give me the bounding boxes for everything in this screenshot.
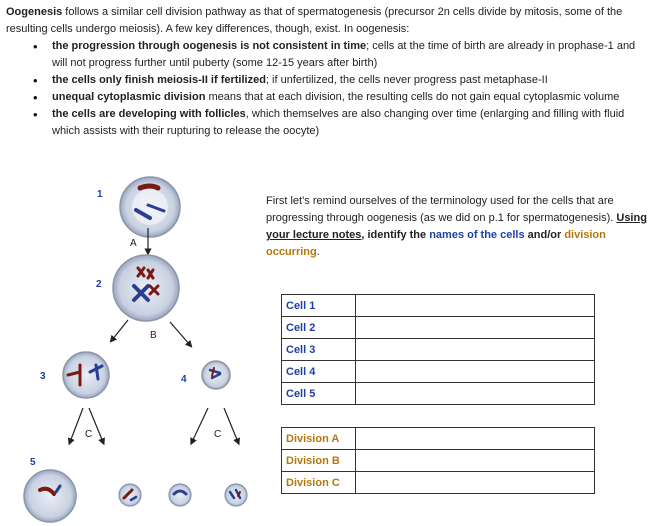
division-label-c-left: C <box>85 429 93 440</box>
bullet-bold: unequal cytoplasmic division <box>52 91 206 103</box>
names-of-cells-highlight: names of the cells <box>429 229 525 241</box>
division-answer-field[interactable] <box>356 428 595 450</box>
remind-text-2: , identify the <box>361 229 430 241</box>
cell-answer-field[interactable] <box>356 317 595 339</box>
cell-number-1: 1 <box>97 189 103 200</box>
remind-text-4: . <box>316 246 320 258</box>
list-item <box>0 72 644 89</box>
arrow-b-right <box>170 322 190 345</box>
division-label: Division A <box>282 428 356 450</box>
table-row <box>282 383 595 405</box>
cell-label: Cell 4 <box>282 361 356 383</box>
list-item <box>0 106 644 140</box>
bullet-text: ; if unfertilized, the cells never progress past metaphase-II <box>265 74 548 86</box>
cell-number-2: 2 <box>96 279 102 290</box>
cell-number-3: 3 <box>40 371 46 382</box>
bullet-bold: the cells are developing with follicles <box>52 108 246 120</box>
table-row <box>282 472 595 494</box>
cell-4 <box>202 361 230 389</box>
cell-answer-field[interactable] <box>356 295 595 317</box>
table-row <box>282 428 595 450</box>
division-answer-field[interactable] <box>356 472 595 494</box>
intro-text: follows a similar cell division pathway as that of spermatogenesis (precursor 2n cells divide by mitosis, some of the resulting cells undergo meiosis). A few key differences, though, exist. In oogenesis: <box>6 6 623 35</box>
cell-answer-field[interactable] <box>356 361 595 383</box>
cell-2 <box>113 255 179 321</box>
division-label: Division B <box>282 450 356 472</box>
polar-body-2 <box>169 484 191 506</box>
cell-number-5: 5 <box>30 457 36 468</box>
bullet-text: ; cells at the time of birth are already in prophase-1 and will not progress further until puberty (some 12-15 years after birth) <box>52 40 636 69</box>
remind-text: First let’s remind ourselves of the terminology used for the cells that are progressing through oogenesis (as we did on p.1 for spermatogenesis). <box>266 195 617 224</box>
division-occurring-highlight: division occurring <box>266 229 606 258</box>
arrow-b-left <box>112 320 128 340</box>
instructions-paragraph <box>266 193 651 261</box>
cell-1 <box>120 177 180 237</box>
arrow-c-left-1 <box>70 408 83 442</box>
arrow-c-right-1 <box>192 408 208 442</box>
polar-body-1 <box>119 484 141 506</box>
bullet-bold: the progression through oogenesis is not consistent in time <box>52 40 367 52</box>
table-row <box>282 339 595 361</box>
bullet-text: , which themselves are also changing over time (enlarging and filling with fluid which assists with their rupturing to release the oocyte) <box>52 108 625 137</box>
cell-answer-field[interactable] <box>356 339 595 361</box>
remind-text-3: and/or <box>524 229 565 241</box>
lecture-notes-emphasis: Using your lecture notes <box>266 212 647 241</box>
list-item <box>0 38 644 72</box>
cell-label: Cell 5 <box>282 383 356 405</box>
table-row <box>282 361 595 383</box>
cell-label: Cell 2 <box>282 317 356 339</box>
arrow-c-right-2 <box>224 408 238 442</box>
division-label-b: B <box>150 330 157 341</box>
cell-3 <box>63 352 109 398</box>
table-row <box>282 317 595 339</box>
cell-5 <box>24 470 76 522</box>
division-names-table <box>281 427 595 494</box>
cell-names-table <box>281 294 595 405</box>
intro-lead: Oogenesis <box>6 6 63 18</box>
cell-label: Cell 3 <box>282 339 356 361</box>
division-label-a: A <box>130 238 137 249</box>
bullet-text: means that at each division, the resulting cells do not gain equal cytoplasmic volume <box>205 91 620 103</box>
bullet-bold: the cells only finish meiosis-II if fertilized <box>52 74 266 86</box>
oogenesis-diagram <box>0 160 260 526</box>
differences-list <box>0 38 651 140</box>
cell-number-4: 4 <box>181 374 187 385</box>
table-row <box>282 295 595 317</box>
polar-body-3 <box>225 484 247 506</box>
division-answer-field[interactable] <box>356 450 595 472</box>
cell-answer-field[interactable] <box>356 383 595 405</box>
cell-label: Cell 1 <box>282 295 356 317</box>
list-item <box>0 89 644 106</box>
intro-paragraph <box>6 4 646 38</box>
table-row <box>282 450 595 472</box>
division-label-c-right: C <box>214 429 222 440</box>
division-label: Division C <box>282 472 356 494</box>
